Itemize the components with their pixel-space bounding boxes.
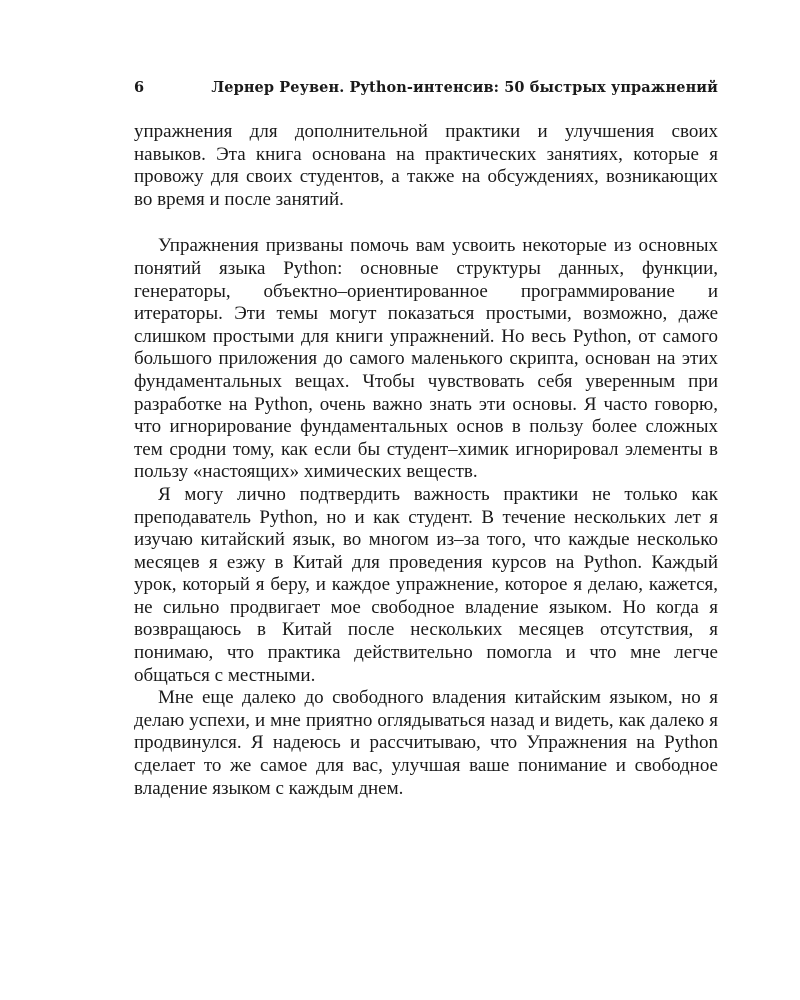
running-header-title: Лернер Реувен. Python-интенсив: 50 быстрых упражнений (211, 79, 718, 96)
paragraph-exercises-purpose: Упражнения призваны помочь вам усвоить некоторые из основных понятий языка Python: основные структуры данных, функции, генераторы, объектно–ориентированное программирование и итераторы. Эти темы могут показаться простыми, возможно, даже слишком простыми для книги упражнений. Но весь Python, от самого большого приложения до самого маленького скрипта, основан на этих фундаментальных вещах. Чтобы чувствовать себя уверенным при разработке на Python, очень важно знать эти основы. Я часто говорю, что игнорирование фундаментальных основ в пользу более сложных тем сродни тому, как если бы студент–химик игнорировал элементы в пользу «настоящих» химических веществ. (134, 235, 718, 483)
body-text (134, 121, 718, 800)
paragraph-progress: Мне еще далеко до свободного владения китайским языком, но я делаю успехи, и мне приятно оглядываться назад и видеть, как далеко я продвинулся. Я надеюсь и рассчитываю, что Упражнения на Python сделает то же самое для вас, улучшая ваше понимание и свободное владение языком с каждым днем. (134, 687, 718, 799)
paragraph-continued: упражнения для дополнительной практики и улучшения своих навыков. Эта книга основана на практических занятиях, которые я провожу для своих студентов, а также на обсуждениях, возникающих во время и после занятий. (134, 121, 718, 210)
running-header (134, 78, 718, 100)
paragraph-practice-importance: Я могу лично подтвердить важность практики не только как преподаватель Python, но и как студент. В течение нескольких лет я изучаю китайский язык, во многом из–за того, что каждые несколько месяцев я езжу в Китай для проведения курсов на Python. Каждый урок, который я беру, и каждое упражнение, которое я делаю, кажется, не сильно продвигает мое свободное владение языком. Но когда я возвращаюсь в Китай после нескольких месяцев отсутствия, я понимаю, что практика действительно помогла и что мне легче общаться с местными. (134, 483, 718, 686)
page-number: 6 (134, 79, 145, 96)
